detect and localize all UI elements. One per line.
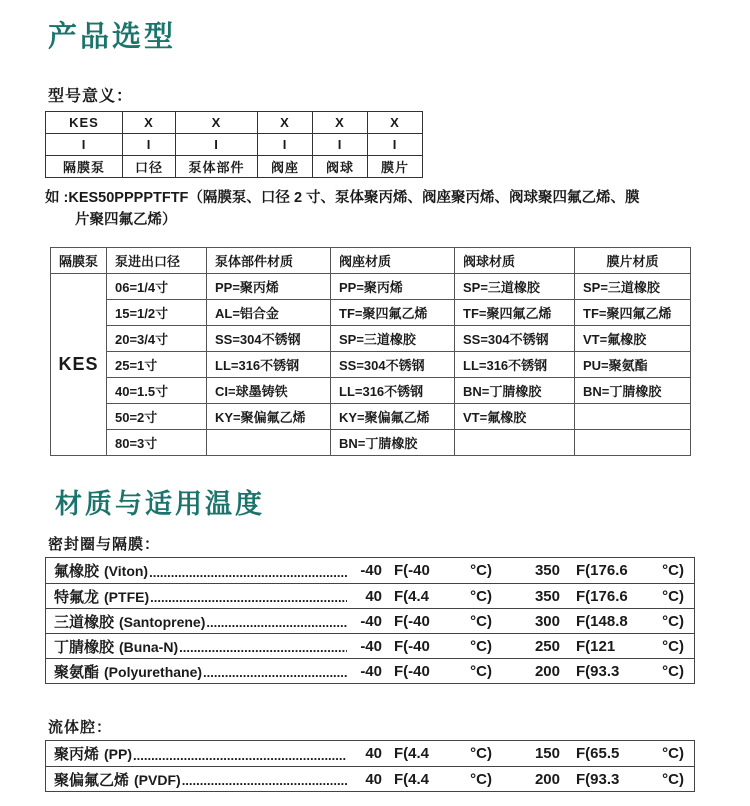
- material-name: [54, 661, 202, 682]
- table-row: [46, 134, 423, 156]
- max-temp-f: 350: [534, 587, 560, 605]
- spec-cell: KY=聚偏氟乙烯: [331, 404, 455, 430]
- spec-table: [50, 247, 691, 456]
- min-temp-f: 40: [365, 770, 382, 788]
- temp-row: [46, 766, 694, 791]
- temp-row: [46, 608, 694, 633]
- table-row: [46, 156, 423, 178]
- c-close: °C): [662, 637, 684, 655]
- model-cell: X: [368, 112, 423, 134]
- spec-cell: LL=316不锈钢: [207, 352, 331, 378]
- material-name-cn: 特氟龙: [54, 588, 100, 606]
- c-value: -40: [408, 562, 430, 579]
- max-temp-c: [576, 745, 684, 762]
- model-cell: X: [258, 112, 313, 134]
- material-name-en: (Santoprene): [119, 613, 206, 630]
- spec-cell: [575, 404, 691, 430]
- spec-cell: SS=304不锈钢: [331, 352, 455, 378]
- max-temp-f: 150: [534, 745, 560, 762]
- model-cell: I: [258, 134, 313, 156]
- max-temp-f: 200: [534, 662, 560, 680]
- dot-leader: [182, 770, 347, 791]
- spec-cell: VT=氟橡胶: [455, 404, 575, 430]
- material-name-en: (PVDF): [134, 771, 181, 788]
- c-value: -40: [408, 637, 430, 655]
- material-name: [54, 586, 149, 607]
- spec-cell: BN=丁腈橡胶: [331, 430, 455, 456]
- min-temp-f: -40: [360, 662, 382, 680]
- header-cell: 阀座材质: [331, 248, 455, 274]
- spec-cell: SP=三道橡胶: [331, 326, 455, 352]
- c-close: °C): [470, 637, 492, 655]
- header-cell: 隔膜泵: [51, 248, 107, 274]
- spec-cell: 15=1/2寸: [107, 300, 207, 326]
- c-close: °C): [662, 745, 684, 762]
- material-name: [54, 560, 148, 581]
- f-open: F(: [394, 662, 409, 680]
- min-temp-c: [394, 562, 492, 579]
- max-temp-f: 350: [534, 562, 560, 579]
- material-name-cn: 氟橡胶: [54, 563, 100, 580]
- spec-header-row: [51, 248, 691, 274]
- material-name: [54, 769, 181, 790]
- c-close: °C): [470, 745, 492, 762]
- model-cell: I: [46, 134, 123, 156]
- c-value: 176.6: [590, 562, 628, 579]
- f-open: F(: [576, 637, 591, 655]
- material-name-en: (Buna-N): [119, 638, 179, 655]
- spec-cell: 25=1寸: [107, 352, 207, 378]
- header-cell: 泵体部件材质: [207, 248, 331, 274]
- spec-cell: SP=三道橡胶: [575, 274, 691, 300]
- model-cell: 阀球: [313, 156, 368, 178]
- spec-cell: TF=聚四氟乙烯: [455, 300, 575, 326]
- spec-cell: LL=316不锈钢: [331, 378, 455, 404]
- spec-cell: BN=丁腈橡胶: [575, 378, 691, 404]
- c-close: °C): [470, 770, 492, 788]
- max-temp-c: [576, 588, 684, 605]
- dot-leader: [149, 562, 347, 583]
- f-open: F(: [394, 637, 409, 655]
- model-cell: 阀座: [258, 156, 313, 178]
- c-value: -40: [408, 612, 430, 630]
- c-close: °C): [662, 587, 684, 605]
- model-cell: KES: [46, 112, 123, 134]
- spec-row: [51, 300, 691, 326]
- material-name: [54, 636, 178, 657]
- c-close: °C): [662, 562, 684, 579]
- fluid-chamber-label: 流体腔：: [48, 719, 113, 736]
- spec-cell: AL=铝合金: [207, 300, 331, 326]
- fluid-temp-table: [45, 740, 695, 792]
- min-temp-c: [394, 638, 492, 655]
- header-cell: 膜片材质: [575, 248, 691, 274]
- spec-cell: 50=2寸: [107, 404, 207, 430]
- dot-leader: [203, 662, 347, 683]
- min-temp-f: 40: [365, 587, 382, 605]
- f-open: F(: [576, 562, 591, 579]
- c-close: °C): [662, 770, 684, 788]
- f-open: F(: [576, 770, 591, 788]
- spec-cell: 20=3/4寸: [107, 326, 207, 352]
- spec-cell: CI=球墨铸铁: [207, 378, 331, 404]
- min-temp-f: -40: [360, 562, 382, 579]
- min-temp-f: -40: [360, 612, 382, 630]
- f-open: F(: [576, 745, 591, 762]
- model-cell: 膜片: [368, 156, 423, 178]
- c-value: 65.5: [590, 745, 620, 762]
- spec-cell: [207, 430, 331, 456]
- spec-cell: SP=三道橡胶: [455, 274, 575, 300]
- f-open: F(: [576, 662, 591, 680]
- min-temp-f: 40: [365, 745, 382, 762]
- section-title-materials: 材质与适用温度: [55, 489, 265, 519]
- max-temp-f: 200: [534, 770, 560, 788]
- c-value: 121: [590, 637, 616, 655]
- seal-temp-table: [45, 557, 695, 684]
- spec-cell: 40=1.5寸: [107, 378, 207, 404]
- c-close: °C): [470, 587, 492, 605]
- seal-diaphragm-label: 密封圈与隔膜：: [48, 536, 161, 553]
- material-name-cn: 聚偏氟乙烯: [54, 771, 130, 789]
- c-value: 4.4: [408, 770, 430, 788]
- model-cell: X: [313, 112, 368, 134]
- max-temp-f: 300: [534, 612, 560, 630]
- spec-row: [51, 274, 691, 300]
- model-cell: I: [123, 134, 176, 156]
- c-value: 93.3: [590, 770, 620, 788]
- spec-cell: LL=316不锈钢: [455, 352, 575, 378]
- material-name-en: (PP): [104, 746, 133, 762]
- c-close: °C): [470, 562, 492, 579]
- f-open: F(: [394, 587, 409, 605]
- material-name-cn: 三道橡胶: [54, 613, 115, 631]
- f-open: F(: [394, 612, 409, 630]
- spec-cell: PP=聚丙烯: [207, 274, 331, 300]
- max-temp-c: [576, 562, 684, 579]
- spec-cell: [575, 430, 691, 456]
- c-close: °C): [470, 612, 492, 630]
- header-cell: 泵进出口径: [107, 248, 207, 274]
- min-temp-c: [394, 613, 492, 630]
- pump-code-cell: KES: [51, 274, 107, 456]
- spec-cell: [455, 430, 575, 456]
- spec-cell: SS=304不锈钢: [207, 326, 331, 352]
- model-structure-table: [45, 111, 423, 178]
- spec-cell: TF=聚四氟乙烯: [575, 300, 691, 326]
- f-open: F(: [576, 612, 591, 630]
- spec-cell: PU=聚氨酯: [575, 352, 691, 378]
- spec-row: [51, 326, 691, 352]
- c-value: 4.4: [408, 745, 430, 762]
- max-temp-c: [576, 771, 684, 788]
- spec-row: [51, 378, 691, 404]
- dot-leader: [133, 745, 347, 766]
- c-close: °C): [662, 662, 684, 680]
- temp-row: [46, 658, 694, 683]
- spec-cell: 06=1/4寸: [107, 274, 207, 300]
- material-name-en: (Polyurethane): [104, 663, 203, 680]
- spec-row: [51, 404, 691, 430]
- min-temp-c: [394, 663, 492, 680]
- page-title: 产品选型: [48, 21, 177, 53]
- temp-row: [46, 558, 694, 583]
- example-line: 如 :KES50PPPPTFTF（隔膜泵、口径 2 寸、泵体聚丙烯、阀座聚丙烯、阀球聚四氟乙烯、膜: [45, 190, 640, 206]
- max-temp-c: [576, 663, 684, 680]
- model-cell: I: [313, 134, 368, 156]
- spec-cell: VT=氟橡胶: [575, 326, 691, 352]
- min-temp-f: -40: [360, 637, 382, 655]
- spec-cell: BN=丁腈橡胶: [455, 378, 575, 404]
- f-open: F(: [576, 587, 591, 605]
- header-cell: 阀球材质: [455, 248, 575, 274]
- temp-row: [46, 583, 694, 608]
- material-name-cn: 聚氨酯: [54, 663, 100, 681]
- f-open: F(: [394, 745, 409, 762]
- example-line: 片聚四氟乙烯）: [75, 212, 177, 228]
- spec-cell: SS=304不锈钢: [455, 326, 575, 352]
- model-cell: I: [176, 134, 258, 156]
- max-temp-c: [576, 638, 684, 655]
- model-cell: X: [123, 112, 176, 134]
- spec-cell: PP=聚丙烯: [331, 274, 455, 300]
- material-name-cn: 丁腈橡胶: [54, 638, 115, 656]
- max-temp-c: [576, 613, 684, 630]
- table-row: [46, 112, 423, 134]
- c-value: 4.4: [408, 587, 430, 605]
- model-cell: 隔膜泵: [46, 156, 123, 178]
- material-name-en: (Viton): [104, 563, 149, 579]
- spec-cell: KY=聚偏氟乙烯: [207, 404, 331, 430]
- c-value: -40: [408, 662, 430, 680]
- min-temp-c: [394, 745, 492, 762]
- spec-cell: 80=3寸: [107, 430, 207, 456]
- c-close: °C): [662, 612, 684, 630]
- f-open: F(: [394, 770, 409, 788]
- c-close: °C): [470, 662, 492, 680]
- spec-row: [51, 430, 691, 456]
- c-value: 93.3: [590, 662, 620, 680]
- material-name-cn: 聚丙烯: [54, 746, 100, 763]
- c-value: 148.8: [590, 612, 628, 630]
- material-name: [54, 611, 205, 632]
- temp-row: [46, 633, 694, 658]
- dot-leader: [206, 612, 347, 633]
- dot-leader: [150, 587, 347, 608]
- min-temp-c: [394, 771, 492, 788]
- model-example-text: [45, 187, 710, 231]
- model-cell: I: [368, 134, 423, 156]
- model-cell: 泵体部件: [176, 156, 258, 178]
- material-name-en: (PTFE): [104, 588, 150, 605]
- temp-row: [46, 741, 694, 766]
- f-open: F(: [394, 562, 409, 579]
- max-temp-f: 250: [534, 637, 560, 655]
- spec-row: [51, 352, 691, 378]
- spec-cell: TF=聚四氟乙烯: [331, 300, 455, 326]
- dot-leader: [179, 637, 347, 658]
- model-cell: X: [176, 112, 258, 134]
- model-cell: 口径: [123, 156, 176, 178]
- model-meaning-label: 型号意义：: [48, 88, 134, 105]
- min-temp-c: [394, 588, 492, 605]
- material-name: [54, 743, 132, 764]
- c-value: 176.6: [590, 587, 628, 605]
